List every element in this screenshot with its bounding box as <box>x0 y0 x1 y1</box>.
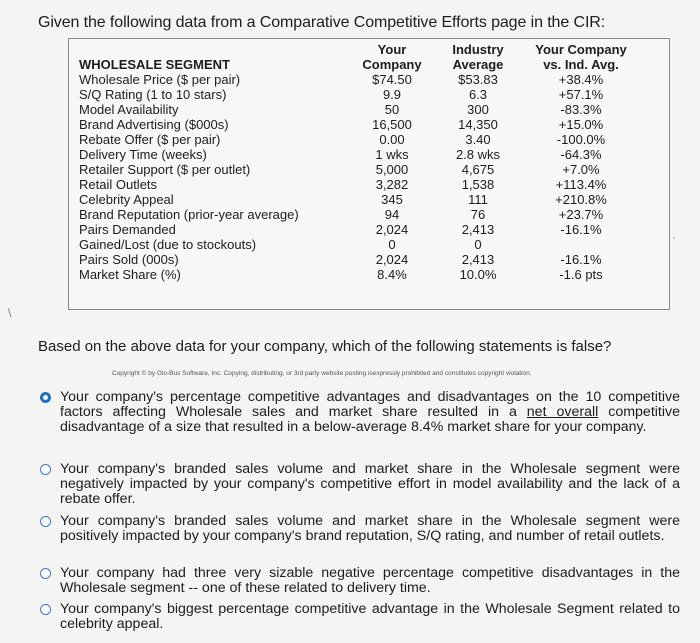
industry-average-header-line2: Average <box>452 57 504 72</box>
comparison-value: -16.1% <box>560 252 602 267</box>
comparison-header-line1: Your Company <box>535 42 627 57</box>
comparison-header <box>521 41 641 72</box>
industry-average-value: 2,413 <box>461 252 495 267</box>
page-heading: Given the following data from a Comparative Competitive Efforts page in the CIR: <box>38 14 606 31</box>
industry-average-value: 76 <box>470 207 486 222</box>
row-label: S/Q Rating (1 to 10 stars) <box>79 87 227 102</box>
comparison-value: -1.6 pts <box>559 267 603 282</box>
comparison-value: +7.0% <box>562 162 600 177</box>
industry-average-header <box>435 41 521 72</box>
your-company-value: 0.00 <box>379 132 405 147</box>
comparison-value: +210.8% <box>555 192 607 207</box>
industry-average-value: 6.3 <box>468 87 488 102</box>
table-row <box>79 177 641 192</box>
answer-option-5[interactable] <box>40 602 680 632</box>
table-row <box>79 207 641 222</box>
pen-mark-small-icon: ' <box>673 236 675 247</box>
row-label: Gained/Lost (due to stockouts) <box>79 237 257 252</box>
your-company-header-line1: Your <box>377 42 407 57</box>
industry-average-value: 0 <box>474 237 482 252</box>
your-company-value: $74.50 <box>372 72 412 87</box>
radio-unselected-icon[interactable] <box>40 568 51 579</box>
row-label: Celebrity Appeal <box>79 192 174 207</box>
industry-average-value: 4,675 <box>461 162 495 177</box>
comparison-value: +38.4% <box>558 72 604 87</box>
row-label: Rebate Offer ($ per pair) <box>79 132 221 147</box>
radio-unselected-icon[interactable] <box>40 604 51 615</box>
table-header-row <box>79 41 641 72</box>
row-label: Brand Reputation (prior-year average) <box>79 207 299 222</box>
answer-option-1-text-a: Your company's percentage competitive advantages and disadvantages on the 10 competitive factors affecting Wholesale sales and market share resulted in a <box>60 389 680 420</box>
answer-option-4[interactable] <box>40 566 680 596</box>
table-row <box>79 102 641 117</box>
comparison-value: -100.0% <box>556 132 606 147</box>
industry-average-value: 2,413 <box>461 222 495 237</box>
industry-average-header-line1: Industry <box>452 42 504 57</box>
cir-data-table-frame <box>68 38 670 310</box>
your-company-value: 16,500 <box>372 117 412 132</box>
answer-option-2-text: Your company's branded sales volume and market share in the Wholesale segment were negatively impacted by your company's competitive effort in model availability and the lack of a rebate offer. <box>60 461 680 507</box>
industry-average-value: 111 <box>468 192 488 207</box>
answer-option-1-text-b: competitive disadvantage of a size that resulted in a below-average 8.4% market share for your company. <box>60 404 680 435</box>
question-text: Based on the above data for your company, which of the following statements is false? <box>38 338 612 355</box>
answer-option-3-text: Your company's branded sales volume and market share in the Wholesale segment were positively impacted by your company's brand reputation, S/Q rating, and number of retail outlets. <box>60 513 680 544</box>
segment-header: WHOLESALE SEGMENT <box>79 57 230 72</box>
table-row <box>79 132 641 147</box>
radio-unselected-icon[interactable] <box>40 516 51 527</box>
pen-mark-icon: \ <box>8 306 12 320</box>
comparison-header-line2: vs. Ind. Avg. <box>543 57 619 72</box>
comparison-value <box>521 237 641 252</box>
table-row <box>79 267 641 282</box>
industry-average-value: 2.8 wks <box>455 147 501 162</box>
radio-unselected-icon[interactable] <box>40 464 51 475</box>
comparison-value: +15.0% <box>558 117 604 132</box>
row-label: Retailer Support ($ per outlet) <box>79 162 251 177</box>
comparison-value: +57.1% <box>558 87 604 102</box>
answer-option-4-text: Your company had three very sizable negative percentage competitive disadvantages in the Wholesale segment -- one of these related to delivery time. <box>60 565 680 596</box>
table-row <box>79 237 641 252</box>
radio-selected-icon[interactable] <box>40 392 51 403</box>
your-company-header <box>349 41 435 72</box>
industry-average-value: 1,538 <box>461 177 495 192</box>
comparison-value: +113.4% <box>555 177 607 192</box>
industry-average-value: 3.40 <box>465 132 491 147</box>
row-label: Retail Outlets <box>79 177 158 192</box>
industry-average-value: $53.83 <box>458 72 498 87</box>
industry-average-value: 14,350 <box>458 117 498 132</box>
answer-option-3[interactable] <box>40 514 680 544</box>
answer-option-5-text: Your company's biggest percentage competitive advantage in the Wholesale Segment related to celebrity appeal. <box>60 601 680 632</box>
industry-average-value: 300 <box>467 102 489 117</box>
table-row <box>79 252 641 267</box>
industry-average-value: 10.0% <box>459 267 497 282</box>
table-row <box>79 117 641 132</box>
your-company-value: 2,024 <box>375 222 409 237</box>
comparison-value: -83.3% <box>560 102 602 117</box>
your-company-value: 345 <box>381 192 403 207</box>
answer-option-2[interactable] <box>40 462 680 507</box>
your-company-value: 2,024 <box>375 252 409 267</box>
row-label: Pairs Sold (000s) <box>79 252 179 267</box>
your-company-value: 5,000 <box>375 162 409 177</box>
row-label: Brand Advertising ($000s) <box>79 117 229 132</box>
row-label: Market Share (%) <box>79 267 181 282</box>
your-company-value: 0 <box>388 237 396 252</box>
your-company-value: 3,282 <box>375 177 409 192</box>
comparison-value: -16.1% <box>560 222 602 237</box>
table-row <box>79 162 641 177</box>
row-label: Delivery Time (weeks) <box>79 147 207 162</box>
table-row <box>79 72 641 87</box>
your-company-value: 9.9 <box>382 87 402 102</box>
your-company-header-line2: Company <box>362 57 422 72</box>
table-row <box>79 147 641 162</box>
your-company-value: 1 wks <box>375 147 409 162</box>
row-label: Wholesale Price ($ per pair) <box>79 72 241 87</box>
your-company-value: 94 <box>384 207 400 222</box>
answer-option-1-emphasis: net overall <box>526 404 599 420</box>
answer-option-1[interactable] <box>40 390 680 435</box>
row-label: Model Availability <box>79 102 179 117</box>
cir-data-table <box>79 41 641 282</box>
row-label: Pairs Demanded <box>79 222 176 237</box>
comparison-value: +23.7% <box>558 207 604 222</box>
comparison-value: -64.3% <box>560 147 602 162</box>
table-row <box>79 87 641 102</box>
table-row <box>79 192 641 207</box>
copyright-notice: Copyright © by Glo-Bus Software, Inc. Copying, distributing, or 3rd party website posting isexpressly prohibited and constitutes copyright violation. <box>112 370 532 377</box>
your-company-value: 50 <box>384 102 400 117</box>
table-row <box>79 222 641 237</box>
your-company-value: 8.4% <box>377 267 407 282</box>
